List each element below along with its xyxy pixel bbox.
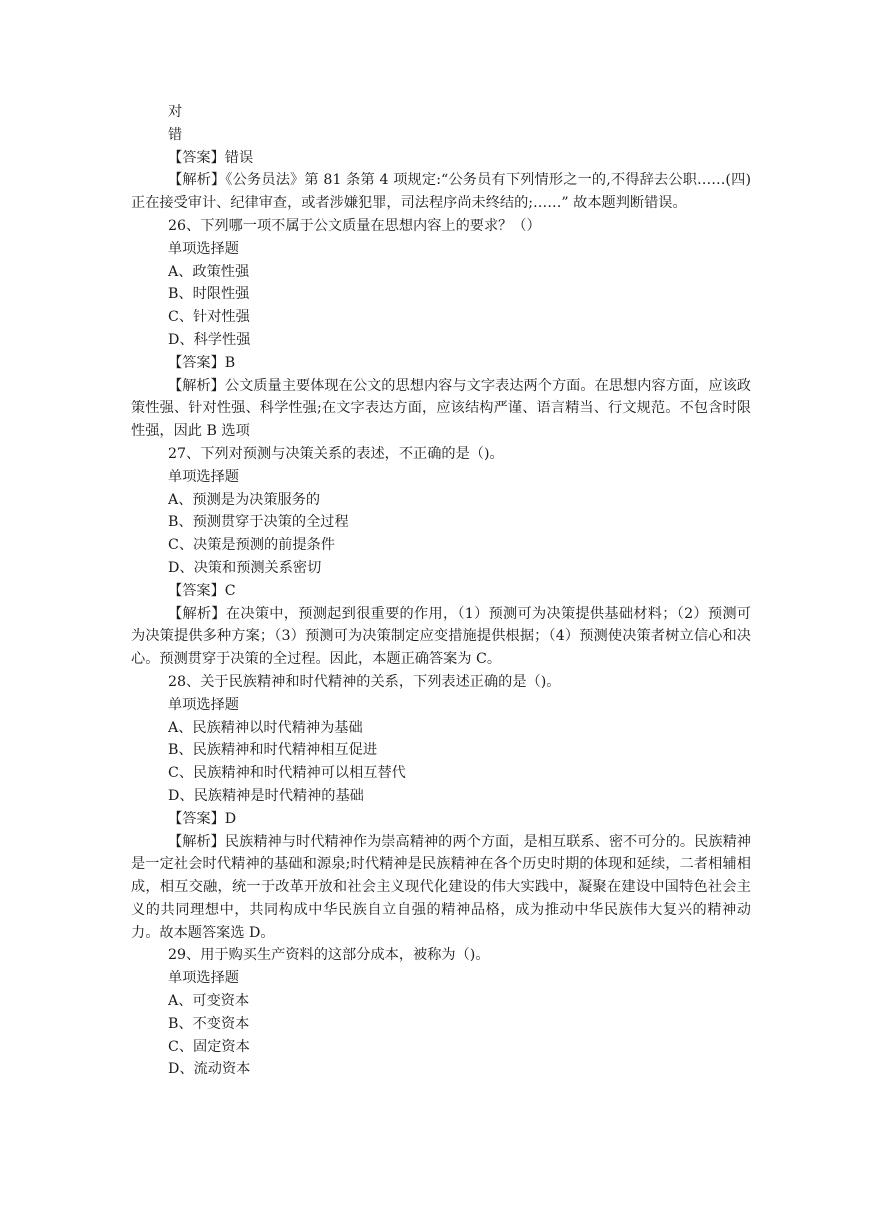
question-type: 单项选择题 <box>168 970 239 987</box>
option-a: A、政策性强 <box>168 263 250 280</box>
question-stem-29: 29、用于购买生产资料的这部分成本，被称为（)。 <box>168 947 490 964</box>
question-stem-26: 26、下列哪一项不属于公文质量在思想内容上的要求？（） <box>168 217 541 234</box>
option-b: B、时限性强 <box>168 286 250 303</box>
option-a: A、民族精神以时代精神为基础 <box>168 719 363 736</box>
analysis: 【解析】民族精神与时代精神作为崇高精神的两个方面，是相互联系、密不可分的。民族精神是一定社会时代精神的基础和源泉;时代精神是民族精神在各个历史时期的体现和延续，二者相辅相成，相互交融，统一于改革开放和社会主义现代化建设的伟大实践中，凝聚在建设中国特色社会主义的共同理想中，共同构成中华民族自立自强的精神品格，成为推动中华民族伟大复兴的精神动力。故本题答案选 D。 <box>131 833 751 941</box>
question-type: 单项选择题 <box>168 696 239 713</box>
answer: 【答案】错误 <box>168 149 254 166</box>
option-d: D、民族精神是时代精神的基础 <box>168 787 364 804</box>
option-c: C、固定资本 <box>168 1038 250 1055</box>
analysis: 【解析】公文质量主要体现在公文的思想内容与文字表达两个方面。在思想内容方面，应该政策性强、针对性强、科学性强;在文字表达方面，应该结构严谨、语言精当、行文规范。不包含时限性强，因此 B 选项 <box>131 377 751 440</box>
analysis: 【解析】在决策中，预测起到很重要的作用，（1）预测可为决策提供基础材料；（2）预测可为决策提供多种方案；（3）预测可为决策制定应变措施提供根据；（4）预测使决策者树立信心和决心。预测贯穿于决策的全过程。因此，本题正确答案为 C。 <box>131 605 751 668</box>
document-body <box>131 101 751 1081</box>
answer: 【答案】C <box>168 582 236 599</box>
option-b: B、民族精神和时代精神相互促进 <box>168 742 378 759</box>
option-c: C、针对性强 <box>168 309 250 326</box>
answer: 【答案】B <box>168 354 236 371</box>
option-true: 对 <box>168 104 183 120</box>
option-c: C、民族精神和时代精神可以相互替代 <box>168 765 406 782</box>
option-b: B、预测贯穿于决策的全过程 <box>168 514 349 531</box>
option-d: D、科学性强 <box>168 331 251 348</box>
option-a: A、预测是为决策服务的 <box>168 491 321 508</box>
question-stem-27: 27、下列对预测与决策关系的表述，不正确的是（)。 <box>168 445 504 462</box>
option-c: C、决策是预测的前提条件 <box>168 537 335 554</box>
option-false: 错 <box>168 126 183 143</box>
option-d: D、决策和预测关系密切 <box>168 559 322 576</box>
option-b: B、不变资本 <box>168 1015 250 1032</box>
option-a: A、可变资本 <box>168 993 250 1010</box>
analysis: 【解析】《公务员法》第 81 条第 4 项规定:“公务员有下列情形之一的,不得辞去公职……(四)正在接受审计、纪律审查，或者涉嫌犯罪，司法程序尚未终结的;……” 故本题判断错误。 <box>131 172 751 212</box>
question-stem-28: 28、关于民族精神和时代精神的关系，下列表述正确的是（)。 <box>168 673 561 690</box>
question-type: 单项选择题 <box>168 240 239 257</box>
answer: 【答案】D <box>168 810 237 827</box>
question-type: 单项选择题 <box>168 468 239 485</box>
option-d: D、流动资本 <box>168 1061 251 1078</box>
